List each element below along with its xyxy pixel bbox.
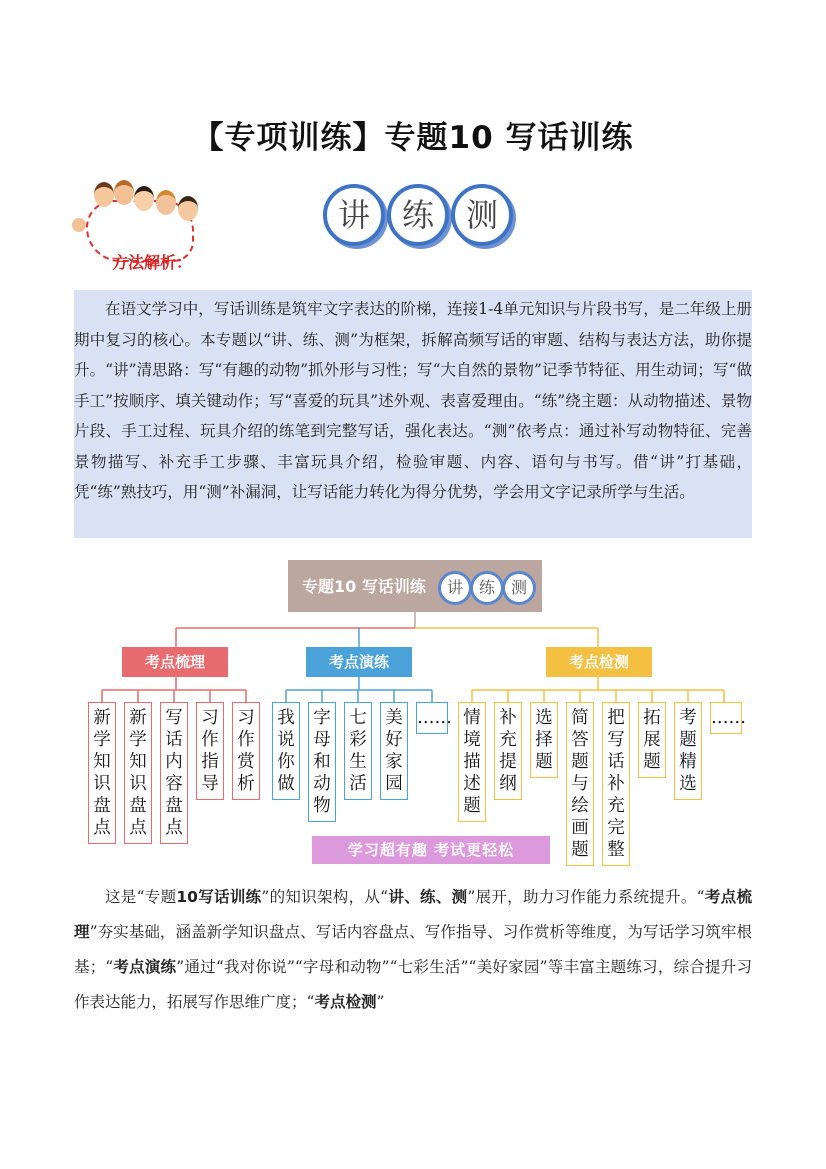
diagram-title: 专题10 写话训练 — [302, 577, 426, 596]
diagram-header — [288, 560, 542, 612]
summary-paragraph — [74, 880, 752, 1020]
jiang-circle: 讲 — [323, 184, 385, 246]
kid-face-icon — [134, 186, 154, 211]
leaf-item: 简答题与绘画题 — [566, 702, 594, 866]
lian-mini-circle: 练 — [470, 571, 504, 605]
kid-face-icon — [114, 180, 134, 205]
intro-box — [74, 290, 752, 538]
leaf-item: 七彩生活 — [344, 702, 372, 800]
jiang-mini-circle: 讲 — [438, 571, 472, 605]
kid-face-icon — [156, 190, 176, 215]
leaf-item: 拓展题 — [638, 702, 666, 778]
leaf-item: 新学知识盘点 — [88, 702, 116, 844]
category-kaodian-yanlian: 考点演练 — [306, 647, 412, 677]
kid-face-icon — [94, 182, 114, 207]
ce-mini-circle: 测 — [502, 571, 536, 605]
leaf-item: 习作指导 — [196, 702, 224, 800]
leaf-item: 把写话补充完整 — [602, 702, 630, 866]
kid-hand-icon — [72, 218, 86, 232]
leaf-item: 习作赏析 — [232, 702, 260, 800]
leaf-item: 美好家园 — [380, 702, 408, 800]
leaf-item: 考题精选 — [674, 702, 702, 800]
leaf-item: …… — [416, 702, 448, 734]
leaf-item: 我说你做 — [272, 702, 300, 800]
page-title: 【专项训练】专题10 写话训练 — [192, 120, 634, 156]
category-kaodian-shuli: 考点梳理 — [122, 647, 228, 677]
leaf-item: 新学知识盘点 — [124, 702, 152, 844]
knowledge-diagram — [86, 560, 746, 870]
summary-text: 这是“专题10写话训练”的知识架构，从“讲、练、测”展开，助力习作能力系统提升。“考点梳理”夯实基础，涵盖新学知识盘点、写话内容盘点、写作指导、习作赏析等维度，为写话学习筑牢根基；“考点演练”通过“我对你说”“字母和动物”“七彩生活”“美好家园”等丰富主题练习，综合提升习作表达能力，拓展写作思维广度；“考点检测” — [74, 888, 752, 1011]
leaf-item: …… — [710, 702, 742, 734]
kid-face-icon — [178, 196, 198, 221]
leaf-item: 补充提纲 — [494, 702, 522, 800]
lian-circle: 练 — [387, 184, 449, 246]
category-kaodian-jiance: 考点检测 — [546, 647, 652, 677]
leaf-item: 字母和动物 — [308, 702, 336, 822]
section-label: 方法解析： — [112, 253, 193, 272]
ce-circle: 测 — [451, 184, 513, 246]
intro-text: 在语文学习中，写话训练是筑牢文字表达的阶梯，连接1-4单元知识与片段书写，是二年级上册期中复习的核心。本专题以“讲、练、测”为框架，拆解高频写话的审题、结构与表达方法，助你提升。“讲”清思路：写“有趣的动物”抓外形与习性；写“大自然的景物”记季节特征、用生动词；写“做手工”按顺序、填关键动作；写“喜爱的玩具”述外观、表喜爱理由。“练”绕主题：从动物描述、景物片段、手工过程、玩具介绍的练笔到完整写话，强化表达。“测”依考点：通过补写动物特征、完善景物描写、补充手工步骤、丰富玩具介绍，检验审题、内容、语句与书写。借“讲”打基础，凭“练”熟技巧，用“测”补漏洞，让写话能力转化为得分优势，学会用文字记录所学与生活。 — [74, 300, 752, 501]
leaf-item: 情境描述题 — [458, 702, 486, 822]
leaf-item: 写话内容盘点 — [160, 702, 188, 844]
leaf-item: 选择题 — [530, 702, 558, 778]
slogan-banner: 学习超有趣 考试更轻松 — [312, 836, 550, 864]
